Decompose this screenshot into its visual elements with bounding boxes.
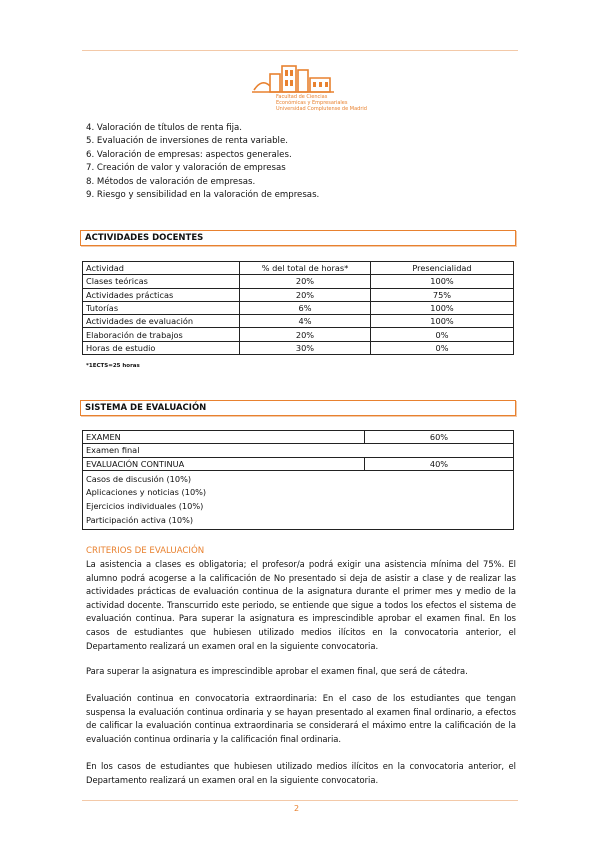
list-item: Casos de discusión (10%) <box>86 473 192 484</box>
table-cell: 20% <box>240 275 371 288</box>
table-cell: Clases teóricas <box>83 275 240 288</box>
criteria-paragraph: La asistencia a clases es obligatoria; el profesor/a podrá exigir una asistencia mínima del 75%. El alumno podrá acogerse a la calificación de No presentado si deja de asistir a clase y de realizar las actividades prácticas de evaluación continua de la asignatura durante el primer mes y medio de la actividad docente. Transcurrido este periodo, se entiende que sigue a todos los efectos el sistema de evaluación continua. Para superar la asignatura es imprescindible aprobar el examen final. En los casos de estudiantes que hubiesen utilizado medios ilícitos en la convocatoria anterior, el Departamento realizará un examen oral en la siguiente convocatoria. <box>86 559 516 651</box>
table-header: Presencialidad <box>371 262 514 275</box>
ects-footnote: *1ECTS=25 horas <box>86 363 140 369</box>
criteria-paragraph: Para superar la asignatura es imprescindible aprobar el examen final, que será de cátedra. <box>86 666 468 676</box>
footer-rule <box>82 800 518 801</box>
table-cell: 30% <box>240 341 371 354</box>
table-header: Actividad <box>83 262 240 275</box>
topic-item: 9. Riesgo y sensibilidad en la valoración de empresas. <box>86 190 320 201</box>
logo-line: Facultad de Ciencias <box>276 94 328 100</box>
list-item: Ejercicios individuales (10%) <box>86 501 204 512</box>
table-cell: 0% <box>371 341 514 354</box>
table-cell: 4% <box>240 315 371 328</box>
topic-item: 7. Creación de valor y valoración de empresas <box>86 163 286 174</box>
table-row <box>83 444 514 457</box>
table-row <box>83 328 514 341</box>
evaluation-heading: SISTEMA DE EVALUACIÓN <box>80 400 516 416</box>
table-cell: 100% <box>371 275 514 288</box>
table-cell: Actividades prácticas <box>83 288 240 301</box>
table-row <box>83 341 514 354</box>
evaluation-table <box>82 430 514 530</box>
table-cell: 75% <box>371 288 514 301</box>
table-cell: 6% <box>240 301 371 314</box>
logo-caption <box>276 94 367 112</box>
table-header-row <box>83 262 514 275</box>
logo-line: Universidad Complutense de Madrid <box>276 106 367 112</box>
table-cell: 100% <box>371 301 514 314</box>
table-cell: Tutorías <box>83 301 240 314</box>
topic-item: 4. Valoración de títulos de renta fija. <box>86 123 243 133</box>
table-cell: 20% <box>240 288 371 301</box>
table-cell: 100% <box>371 315 514 328</box>
criteria-paragraph: Evaluación continua en convocatoria extraordinaria: En el caso de los estudiantes que tengan suspensa la evaluación continua ordinaria y se hayan presentado al examen final ordinario, a efectos de calificar la evaluación continua extraordinaria se considerará el máximo entre la calificación de la evaluación continua ordinaria y la calificación final ordinaria. <box>86 693 516 744</box>
table-cell: 20% <box>240 328 371 341</box>
continuous-items <box>83 470 514 529</box>
criteria-heading: CRITERIOS DE EVALUACIÓN <box>86 546 205 556</box>
table-row <box>83 315 514 328</box>
table-row <box>83 288 514 301</box>
table-row <box>83 301 514 314</box>
activities-heading: ACTIVIDADES DOCENTES <box>80 230 516 246</box>
table-row <box>83 457 514 470</box>
topic-item: 6. Valoración de empresas: aspectos generales. <box>86 149 292 160</box>
topic-list <box>86 122 319 202</box>
activities-table <box>82 261 514 355</box>
continuous-value: 40% <box>365 457 514 470</box>
table-cell: 0% <box>371 328 514 341</box>
table-row <box>83 275 514 288</box>
table-cell: Actividades de evaluación <box>83 315 240 328</box>
table-cell: Elaboración de trabajos <box>83 328 240 341</box>
final-exam-label: Examen final <box>83 444 514 457</box>
criteria-paragraph: En los casos de estudiantes que hubiesen utilizado medios ilícitos en la convocatoria anterior, el Departamento realizará un examen oral en la siguiente convocatoria. <box>86 761 516 785</box>
header-rule <box>82 50 518 51</box>
list-item: Aplicaciones y noticias (10%) <box>86 487 207 498</box>
topic-item: 5. Evaluación de inversiones de renta variable. <box>86 136 288 147</box>
table-row <box>83 470 514 529</box>
topic-item: 8. Métodos de valoración de empresas. <box>86 176 256 187</box>
table-header: % del total de horas* <box>240 262 371 275</box>
table-cell: Horas de estudio <box>83 341 240 354</box>
table-row <box>83 431 514 444</box>
exam-value: 60% <box>365 431 514 444</box>
logo-line: Económicas y Empresariales <box>276 100 348 106</box>
list-item: Participación activa (10%) <box>86 514 194 525</box>
exam-label: EXAMEN <box>83 431 365 444</box>
continuous-label: EVALUACIÓN CONTINUA <box>83 457 365 470</box>
page-number: 2 <box>294 804 300 813</box>
